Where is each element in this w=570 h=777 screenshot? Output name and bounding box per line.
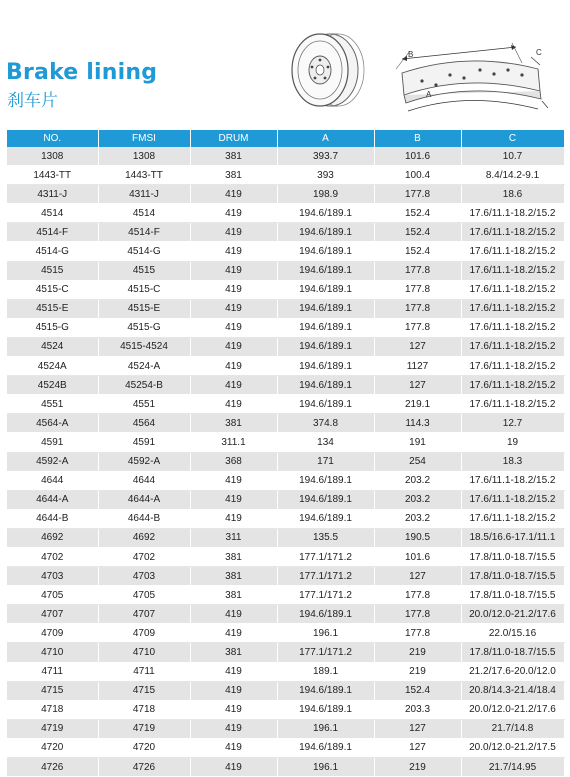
cell-b: 177.8 [374,318,461,337]
cell-drum: 419 [190,605,277,624]
table-row [7,242,564,261]
col-header-fmsi: FMSI [98,130,190,147]
table-row [7,395,564,414]
table-row [7,624,564,643]
cell-b: 101.6 [374,147,461,166]
cell-b: 127 [374,567,461,586]
cell-fmsi: 4644 [98,471,190,490]
cell-fmsi: 4715 [98,681,190,700]
cell-drum: 419 [190,700,277,719]
col-header-a: A [277,130,374,147]
cell-drum: 419 [190,395,277,414]
cell-drum: 419 [190,490,277,509]
cell-c: 20.0/12.0-21.2/17.5 [461,738,564,757]
cell-a: 393.7 [277,147,374,166]
cell-drum: 419 [190,662,277,681]
cell-b: 127 [374,719,461,738]
cell-a: 196.1 [277,624,374,643]
page-title: Brake lining [6,60,158,85]
cell-a: 194.6/189.1 [277,357,374,376]
cell-no: 4564-A [7,414,98,433]
cell-drum: 381 [190,147,277,166]
cell-drum: 381 [190,414,277,433]
cell-b: 203.2 [374,471,461,490]
cell-drum: 381 [190,586,277,605]
cell-no: 4515-C [7,280,98,299]
cell-a: 194.6/189.1 [277,471,374,490]
cell-drum: 419 [190,758,277,777]
cell-drum: 419 [190,185,277,204]
table-row [7,547,564,566]
cell-fmsi: 4515-G [98,318,190,337]
cell-a: 194.6/189.1 [277,700,374,719]
cell-a: 177.1/171.2 [277,547,374,566]
cell-no: 4715 [7,681,98,700]
cell-fmsi: 4720 [98,738,190,757]
cell-c: 17.6/11.1-18.2/15.2 [461,337,564,356]
cell-b: 114.3 [374,414,461,433]
cell-fmsi: 4591 [98,433,190,452]
table-row [7,719,564,738]
cell-b: 127 [374,337,461,356]
cell-c: 17.6/11.1-18.2/15.2 [461,509,564,528]
table-row [7,376,564,395]
cell-b: 177.8 [374,605,461,624]
cell-drum: 419 [190,337,277,356]
cell-c: 17.6/11.1-18.2/15.2 [461,280,564,299]
cell-c: 17.6/11.1-18.2/15.2 [461,357,564,376]
cell-a: 194.6/189.1 [277,318,374,337]
table-row [7,166,564,185]
table-row [7,528,564,547]
cell-a: 177.1/171.2 [277,586,374,605]
cell-fmsi: 4705 [98,586,190,605]
cell-drum: 419 [190,357,277,376]
cell-a: 194.6/189.1 [277,261,374,280]
cell-fmsi: 4515-4524 [98,337,190,356]
table-row [7,185,564,204]
cell-drum: 381 [190,166,277,185]
cell-no: 4644 [7,471,98,490]
cell-fmsi: 4719 [98,719,190,738]
table-row [7,490,564,509]
cell-b: 1127 [374,357,461,376]
cell-a: 194.6/189.1 [277,738,374,757]
cell-c: 21.7/14.8 [461,719,564,738]
cell-fmsi: 4711 [98,662,190,681]
cell-c: 17.6/11.1-18.2/15.2 [461,242,564,261]
cell-a: 393 [277,166,374,185]
cell-c: 19 [461,433,564,452]
cell-no: 4311-J [7,185,98,204]
cell-c: 17.8/11.0-18.7/15.5 [461,547,564,566]
cell-c: 17.8/11.0-18.7/15.5 [461,567,564,586]
cell-c: 21.2/17.6-20.0/12.0 [461,662,564,681]
cell-a: 177.1/171.2 [277,567,374,586]
cell-a: 194.6/189.1 [277,395,374,414]
cell-a: 194.6/189.1 [277,509,374,528]
cell-fmsi: 4710 [98,643,190,662]
cell-c: 20.0/12.0-21.2/17.6 [461,605,564,624]
cell-a: 194.6/189.1 [277,490,374,509]
cell-fmsi: 4592-A [98,452,190,471]
table-row [7,452,564,471]
cell-no: 4644-A [7,490,98,509]
cell-no: 4644-B [7,509,98,528]
cell-b: 219.1 [374,395,461,414]
table-row [7,280,564,299]
cell-drum: 419 [190,204,277,223]
cell-drum: 419 [190,509,277,528]
cell-b: 254 [374,452,461,471]
cell-no: 4514-G [7,242,98,261]
cell-c: 18.3 [461,452,564,471]
cell-b: 152.4 [374,681,461,700]
cell-drum: 419 [190,471,277,490]
cell-fmsi: 4718 [98,700,190,719]
cell-drum: 419 [190,719,277,738]
dimension-label-b: B [408,50,414,59]
cell-c: 10.7 [461,147,564,166]
table-row [7,605,564,624]
cell-no: 4718 [7,700,98,719]
cell-c: 17.6/11.1-18.2/15.2 [461,223,564,242]
cell-fmsi: 4311-J [98,185,190,204]
cell-no: 4705 [7,586,98,605]
cell-no: 1308 [7,147,98,166]
cell-no: 4726 [7,758,98,777]
cell-b: 203.3 [374,700,461,719]
cell-b: 100.4 [374,166,461,185]
cell-no: 4514 [7,204,98,223]
cell-c: 18.6 [461,185,564,204]
cell-fmsi: 4703 [98,567,190,586]
cell-fmsi: 4514 [98,204,190,223]
cell-no: 4515 [7,261,98,280]
cell-fmsi: 4515 [98,261,190,280]
table-row [7,261,564,280]
table-row [7,204,564,223]
cell-drum: 419 [190,318,277,337]
cell-fmsi: 1443-TT [98,166,190,185]
cell-a: 194.6/189.1 [277,605,374,624]
cell-b: 177.8 [374,299,461,318]
cell-drum: 419 [190,624,277,643]
cell-c: 17.6/11.1-18.2/15.2 [461,299,564,318]
cell-fmsi: 4644-A [98,490,190,509]
cell-c: 17.6/11.1-18.2/15.2 [461,318,564,337]
cell-fmsi: 4515-E [98,299,190,318]
cell-c: 20.0/12.0-21.2/17.6 [461,700,564,719]
cell-drum: 419 [190,242,277,261]
cell-no: 4719 [7,719,98,738]
table-row [7,147,564,166]
cell-a: 194.6/189.1 [277,337,374,356]
cell-a: 194.6/189.1 [277,280,374,299]
cell-no: 4711 [7,662,98,681]
table-row [7,414,564,433]
table-row [7,223,564,242]
cell-c: 20.8/14.3-21.4/18.4 [461,681,564,700]
cell-drum: 368 [190,452,277,471]
cell-a: 194.6/189.1 [277,204,374,223]
table-row [7,662,564,681]
table-row [7,643,564,662]
table-row [7,299,564,318]
brake-drum-illustration [282,30,366,114]
page-title-chinese: 刹车片 [7,91,58,111]
cell-b: 177.8 [374,280,461,299]
brake-lining-table [7,130,565,777]
cell-b: 177.8 [374,185,461,204]
table-row [7,357,564,376]
cell-b: 177.8 [374,586,461,605]
cell-b: 219 [374,758,461,777]
cell-no: 4524B [7,376,98,395]
cell-drum: 419 [190,280,277,299]
cell-fmsi: 4515-C [98,280,190,299]
table-row [7,700,564,719]
cell-no: 4515-E [7,299,98,318]
cell-b: 191 [374,433,461,452]
cell-b: 177.8 [374,261,461,280]
brake-lining-dimension-diagram [388,33,558,133]
table-header-row [7,130,564,147]
cell-a: 134 [277,433,374,452]
cell-c: 17.6/11.1-18.2/15.2 [461,490,564,509]
table-row [7,567,564,586]
cell-b: 177.8 [374,624,461,643]
cell-no: 1443-TT [7,166,98,185]
cell-a: 374.8 [277,414,374,433]
cell-a: 177.1/171.2 [277,643,374,662]
cell-c: 18.5/16.6-17.1/11.1 [461,528,564,547]
cell-fmsi: 4709 [98,624,190,643]
cell-a: 194.6/189.1 [277,242,374,261]
cell-drum: 381 [190,567,277,586]
cell-fmsi: 4692 [98,528,190,547]
cell-a: 171 [277,452,374,471]
cell-no: 4702 [7,547,98,566]
table-row [7,433,564,452]
cell-fmsi: 4564 [98,414,190,433]
cell-no: 4591 [7,433,98,452]
cell-fmsi: 1308 [98,147,190,166]
cell-c: 17.6/11.1-18.2/15.2 [461,376,564,395]
cell-c: 12.7 [461,414,564,433]
col-header-drum: DRUM [190,130,277,147]
cell-b: 127 [374,376,461,395]
cell-fmsi: 4551 [98,395,190,414]
cell-drum: 419 [190,738,277,757]
cell-b: 101.6 [374,547,461,566]
cell-b: 219 [374,662,461,681]
cell-drum: 381 [190,547,277,566]
cell-b: 152.4 [374,223,461,242]
cell-a: 196.1 [277,758,374,777]
cell-fmsi: 4524-A [98,357,190,376]
cell-c: 22.0/15.16 [461,624,564,643]
cell-a: 198.9 [277,185,374,204]
cell-no: 4710 [7,643,98,662]
cell-no: 4524A [7,357,98,376]
cell-a: 194.6/189.1 [277,299,374,318]
dimension-label-c: C [536,48,542,57]
cell-fmsi: 4707 [98,605,190,624]
cell-drum: 311.1 [190,433,277,452]
cell-a: 194.6/189.1 [277,376,374,395]
cell-fmsi: 45254-B [98,376,190,395]
table-row [7,758,564,777]
cell-drum: 419 [190,223,277,242]
table-row [7,337,564,356]
cell-no: 4592-A [7,452,98,471]
cell-b: 127 [374,738,461,757]
cell-b: 152.4 [374,204,461,223]
table-row [7,318,564,337]
cell-drum: 419 [190,681,277,700]
cell-c: 17.6/11.1-18.2/15.2 [461,261,564,280]
cell-c: 17.8/11.0-18.7/15.5 [461,586,564,605]
cell-a: 194.6/189.1 [277,223,374,242]
cell-c: 21.7/14.95 [461,758,564,777]
cell-b: 219 [374,643,461,662]
cell-c: 17.6/11.1-18.2/15.2 [461,395,564,414]
cell-b: 203.2 [374,490,461,509]
cell-a: 135.5 [277,528,374,547]
cell-no: 4514-F [7,223,98,242]
cell-fmsi: 4514-G [98,242,190,261]
cell-no: 4720 [7,738,98,757]
cell-c: 17.6/11.1-18.2/15.2 [461,204,564,223]
cell-no: 4709 [7,624,98,643]
cell-drum: 419 [190,299,277,318]
cell-no: 4524 [7,337,98,356]
table-row [7,471,564,490]
col-header-c: C [461,130,564,147]
cell-drum: 419 [190,376,277,395]
cell-c: 17.8/11.0-18.7/15.5 [461,643,564,662]
cell-c: 17.6/11.1-18.2/15.2 [461,471,564,490]
cell-fmsi: 4644-B [98,509,190,528]
cell-drum: 419 [190,261,277,280]
table-row [7,681,564,700]
cell-drum: 311 [190,528,277,547]
cell-b: 190.5 [374,528,461,547]
col-header-b: B [374,130,461,147]
cell-fmsi: 4726 [98,758,190,777]
dimension-label-a: A [426,90,432,99]
cell-b: 203.2 [374,509,461,528]
cell-no: 4551 [7,395,98,414]
cell-no: 4707 [7,605,98,624]
table-row [7,586,564,605]
cell-a: 189.1 [277,662,374,681]
cell-no: 4515-G [7,318,98,337]
cell-drum: 381 [190,643,277,662]
col-header-no: NO. [7,130,98,147]
cell-no: 4703 [7,567,98,586]
cell-a: 196.1 [277,719,374,738]
cell-fmsi: 4702 [98,547,190,566]
cell-no: 4692 [7,528,98,547]
table-body [7,147,564,777]
table-row [7,738,564,757]
cell-c: 8.4/14.2-9.1 [461,166,564,185]
cell-fmsi: 4514-F [98,223,190,242]
cell-b: 152.4 [374,242,461,261]
cell-a: 194.6/189.1 [277,681,374,700]
table-row [7,509,564,528]
